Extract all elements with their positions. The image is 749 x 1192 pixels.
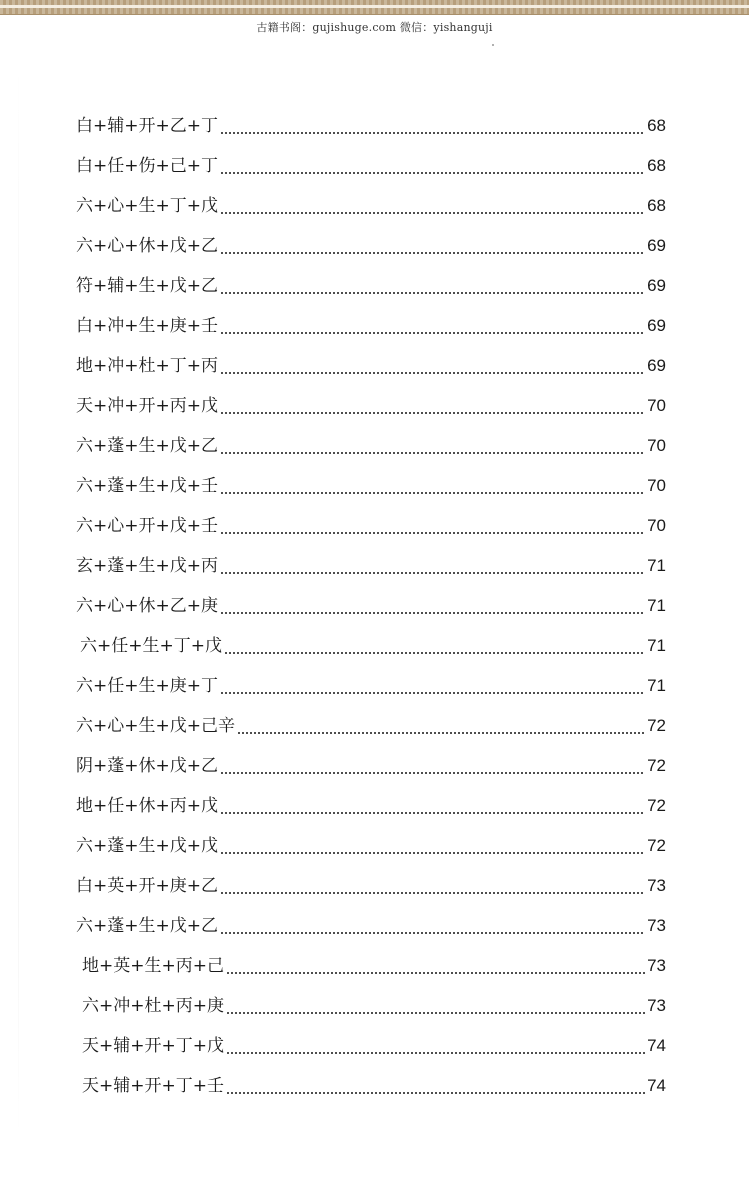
toc-entry-title: 六+心+生+戊+己辛 bbox=[76, 716, 235, 736]
toc-page-number: 71 bbox=[647, 676, 666, 695]
toc-entry-title: 六+心+生+丁+戊 bbox=[76, 196, 218, 216]
toc-page-number: 72 bbox=[647, 756, 666, 775]
toc-row[interactable] bbox=[76, 830, 666, 860]
toc-entry-title: 天+冲+开+丙+戊 bbox=[76, 396, 218, 416]
toc-dot-leader bbox=[226, 972, 645, 974]
toc-dot-leader bbox=[220, 892, 645, 894]
toc-dot-leader bbox=[220, 412, 645, 414]
toc-dot-leader bbox=[220, 692, 645, 694]
toc-row[interactable] bbox=[80, 630, 666, 660]
toc-row[interactable] bbox=[76, 470, 666, 500]
toc-page-number: 68 bbox=[647, 156, 666, 175]
toc-row[interactable] bbox=[76, 390, 666, 420]
toc-page-number: 70 bbox=[647, 396, 666, 415]
toc-page-number: 69 bbox=[647, 236, 666, 255]
toc-page-number: 71 bbox=[647, 596, 666, 615]
toc-dot-leader bbox=[220, 532, 645, 534]
toc-page-number: 73 bbox=[647, 956, 666, 975]
toc-entry-title: 白+辅+开+乙+丁 bbox=[76, 116, 218, 136]
toc-entry-title: 阴+蓬+休+戊+乙 bbox=[76, 756, 218, 776]
toc-entry-title: 地+任+休+丙+戊 bbox=[76, 796, 218, 816]
toc-dot-leader bbox=[220, 852, 645, 854]
toc-row[interactable] bbox=[76, 190, 666, 220]
header-speck bbox=[492, 44, 494, 46]
toc-dot-leader bbox=[220, 292, 645, 294]
toc-entry-title: 地+冲+杜+丁+丙 bbox=[76, 356, 218, 376]
toc-row[interactable] bbox=[76, 430, 666, 460]
toc-entry-title: 六+任+生+庚+丁 bbox=[76, 676, 218, 696]
toc-page-number: 73 bbox=[647, 916, 666, 935]
toc-entry-title: 六+蓬+生+戊+乙 bbox=[76, 436, 218, 456]
toc-dot-leader bbox=[220, 812, 645, 814]
toc-entry-title: 六+心+休+乙+庚 bbox=[76, 596, 218, 616]
toc-page-number: 70 bbox=[647, 476, 666, 495]
toc-dot-leader bbox=[226, 1012, 645, 1014]
toc-dot-leader bbox=[220, 492, 645, 494]
toc-row[interactable] bbox=[76, 910, 666, 940]
toc-dot-leader bbox=[220, 332, 645, 334]
toc-row[interactable] bbox=[76, 510, 666, 540]
toc-dot-leader bbox=[220, 772, 645, 774]
page-header-watermark: 古籍书阁：gujishuge.com 微信：yishanguji bbox=[256, 21, 493, 34]
toc-dot-leader bbox=[220, 172, 645, 174]
toc-row[interactable] bbox=[76, 550, 666, 580]
toc-entry-title: 玄+蓬+生+戊+丙 bbox=[76, 556, 218, 576]
toc-row[interactable] bbox=[76, 710, 666, 740]
toc-dot-leader bbox=[220, 252, 645, 254]
toc-dot-leader bbox=[226, 1052, 645, 1054]
toc-row[interactable] bbox=[76, 110, 666, 140]
toc-page-number: 68 bbox=[647, 116, 666, 135]
toc-entry-title: 六+心+开+戊+壬 bbox=[76, 516, 218, 536]
toc-row[interactable] bbox=[76, 150, 666, 180]
toc-dot-leader bbox=[220, 132, 645, 134]
toc-page-number: 74 bbox=[647, 1076, 666, 1095]
toc-entry-title: 白+英+开+庚+乙 bbox=[76, 876, 218, 896]
top-decorative-border bbox=[0, 0, 749, 15]
toc-entry-title: 白+冲+生+庚+壬 bbox=[76, 316, 218, 336]
toc-entry-title: 天+辅+开+丁+壬 bbox=[82, 1076, 224, 1096]
toc-page-number: 69 bbox=[647, 356, 666, 375]
toc-entry-title: 地+英+生+丙+己 bbox=[82, 956, 224, 976]
toc-page-number: 72 bbox=[647, 796, 666, 815]
toc-dot-leader bbox=[220, 932, 645, 934]
toc-entry-title: 六+蓬+生+戊+乙 bbox=[76, 916, 218, 936]
toc-dot-leader bbox=[220, 452, 645, 454]
toc-dot-leader bbox=[220, 612, 645, 614]
toc-row[interactable] bbox=[82, 1030, 666, 1060]
toc-page-number: 73 bbox=[647, 996, 666, 1015]
toc-row[interactable] bbox=[76, 670, 666, 700]
toc-dot-leader bbox=[237, 732, 645, 734]
toc-entry-title: 六+蓬+生+戊+戊 bbox=[76, 836, 218, 856]
toc-row[interactable] bbox=[76, 590, 666, 620]
toc-dot-leader bbox=[220, 572, 645, 574]
toc-entry-title: 六+冲+杜+丙+庚 bbox=[82, 996, 224, 1016]
toc-row[interactable] bbox=[76, 790, 666, 820]
toc-page-number: 69 bbox=[647, 276, 666, 295]
toc-page-number: 70 bbox=[647, 516, 666, 535]
toc-row[interactable] bbox=[76, 270, 666, 300]
page-edge-shadow bbox=[18, 60, 19, 1140]
top-border-inner-line bbox=[0, 5, 749, 8]
toc-entry-title: 符+辅+生+戊+乙 bbox=[76, 276, 218, 296]
toc-row[interactable] bbox=[76, 230, 666, 260]
toc-row[interactable] bbox=[76, 350, 666, 380]
toc-row[interactable] bbox=[82, 990, 666, 1020]
toc-entry-title: 天+辅+开+丁+戊 bbox=[82, 1036, 224, 1056]
toc-page-number: 68 bbox=[647, 196, 666, 215]
toc-row[interactable] bbox=[76, 310, 666, 340]
toc-page-number: 71 bbox=[647, 556, 666, 575]
toc-page-number: 71 bbox=[647, 636, 666, 655]
toc-entry-title: 六+蓬+生+戊+壬 bbox=[76, 476, 218, 496]
toc-page-number: 70 bbox=[647, 436, 666, 455]
toc-entry-title: 六+心+休+戊+乙 bbox=[76, 236, 218, 256]
toc-page-number: 73 bbox=[647, 876, 666, 895]
toc-row[interactable] bbox=[82, 1070, 666, 1100]
toc-dot-leader bbox=[224, 652, 645, 654]
toc-dot-leader bbox=[220, 212, 645, 214]
toc-row[interactable] bbox=[76, 870, 666, 900]
toc-dot-leader bbox=[226, 1092, 645, 1094]
toc-entry-title: 白+任+伤+己+丁 bbox=[76, 156, 218, 176]
toc-page-number: 74 bbox=[647, 1036, 666, 1055]
toc-dot-leader bbox=[220, 372, 645, 374]
toc-row[interactable] bbox=[76, 750, 666, 780]
toc-page-number: 72 bbox=[647, 836, 666, 855]
toc-entry-title: 六+任+生+丁+戊 bbox=[80, 636, 222, 656]
toc-row[interactable] bbox=[82, 950, 666, 980]
toc-page-number: 69 bbox=[647, 316, 666, 335]
toc-page-number: 72 bbox=[647, 716, 666, 735]
